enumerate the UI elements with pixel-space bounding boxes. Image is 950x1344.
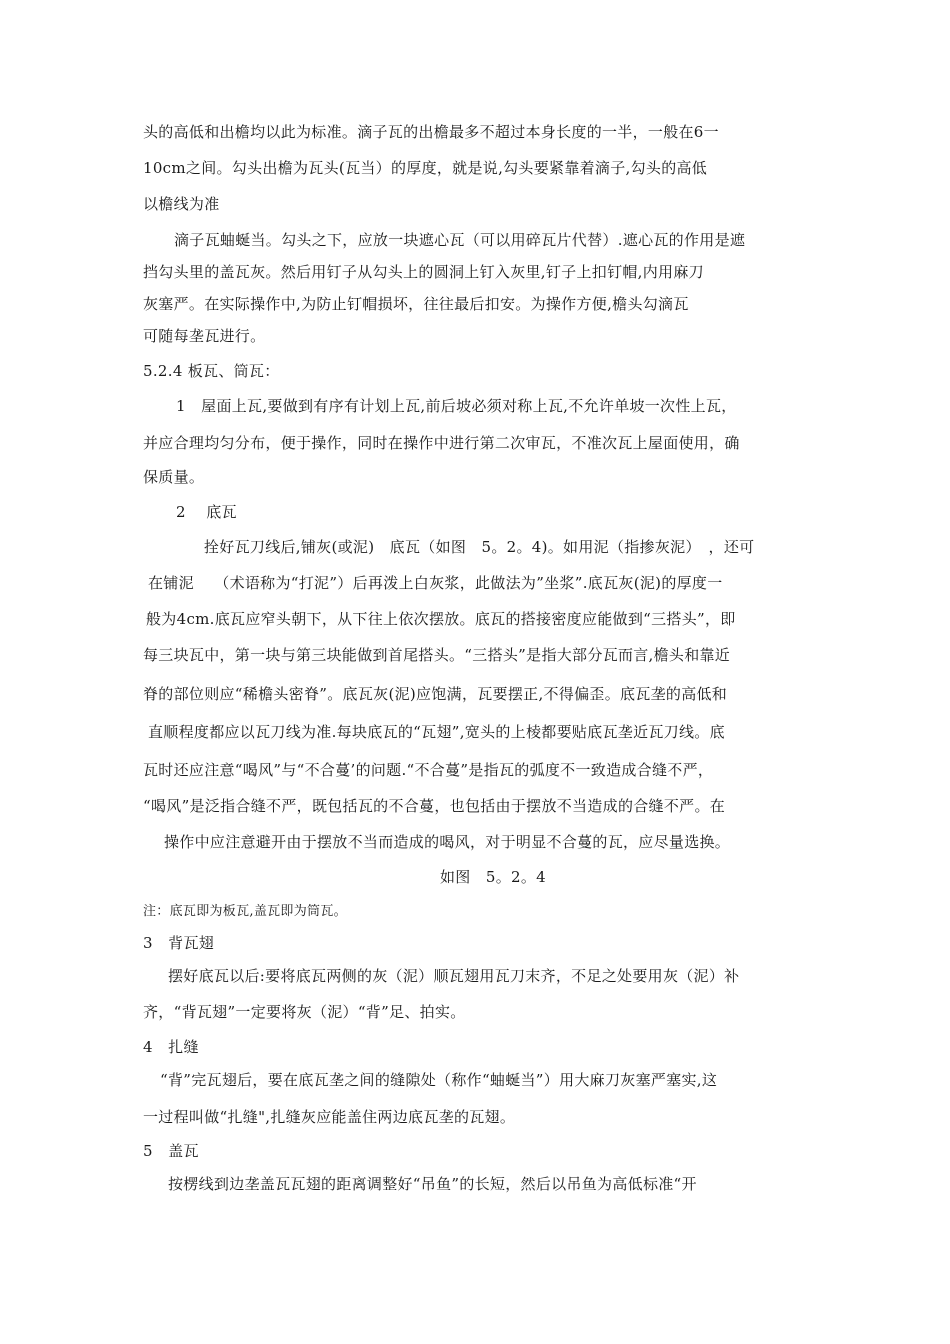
item5-heading: 5 盖瓦 bbox=[143, 1142, 199, 1160]
p1-line-3: 以檐线为准 bbox=[143, 195, 220, 213]
footnote: 注：底瓦即为板瓦,盖瓦即为筒瓦。 bbox=[143, 904, 347, 919]
item2-line-9: 操作中应注意避开由于摆放不当而造成的喝风，对于明显不合蔓的瓦，应尽量选换。 bbox=[164, 833, 731, 851]
p1-line-1: 头的高低和出檐均以此为标准。滴子瓦的出檐最多不超过本身长度的一半，一般在6一 bbox=[143, 123, 719, 141]
p2-line-3: 灰塞严。在实际操作中,为防止钉帽损坏，往往最后扣安。为操作方便,檐头勾滴瓦 bbox=[143, 295, 689, 313]
item1-line-3: 保质量。 bbox=[143, 468, 205, 486]
item2-line-4: 每三块瓦中，第一块与第三块能做到首尾搭头。“三搭头”是指大部分瓦而言,檐头和靠近 bbox=[143, 646, 731, 664]
p2-line-2: 挡勾头里的盖瓦灰。然后用钉子从勾头上的圆洞上钉入灰里,钉子上扣钉帽,内用麻刀 bbox=[143, 263, 704, 281]
item1-line-2: 并应合理均匀分布，便于操作，同时在操作中进行第二次审瓦，不准次瓦上屋面使用，确 bbox=[143, 434, 740, 452]
p2-line-1: 滴子瓦蚰蜒当。勾头之下，应放一块遮心瓦（可以用碎瓦片代替）.遮心瓦的作用是遮 bbox=[174, 231, 746, 249]
figure-caption: 如图 5。2。4 bbox=[440, 868, 547, 886]
item3-line-1: 摆好底瓦以后:要将底瓦两侧的灰（泥）顺瓦翅用瓦刀末齐，不足之处要用灰（泥）补 bbox=[168, 967, 740, 985]
item3-line-2: 齐，“背瓦翅”一定要将灰（泥）“背”足、拍实。 bbox=[143, 1003, 466, 1021]
item4-line-1: “背”完瓦翅后，要在底瓦垄之间的缝隙处（称作“蚰蜒当”）用大麻刀灰塞严塞实,这 bbox=[160, 1071, 718, 1089]
item2-line-8: “喝风”是泛指合缝不严，既包括瓦的不合蔓，也包括由于摆放不当造成的合缝不严。在 bbox=[143, 797, 726, 815]
item2-line-7: 瓦时还应注意“喝风”与“不合蔓’的问题.“不合蔓”是指瓦的弧度不一致造成合缝不严， bbox=[143, 761, 714, 779]
p1-line-2: 10cm之间。勾头出檐为瓦头(瓦当）的厚度，就是说,勾头要紧靠着滴子,勾头的高低 bbox=[143, 159, 708, 177]
item1-line-1: 1 屋面上瓦,要做到有序有计划上瓦,前后坡必须对称上瓦,不允许单坡一次性上瓦， bbox=[176, 397, 737, 415]
item2-line-5: 脊的部位则应“稀檐头密脊”。底瓦灰(泥)应饱满，瓦要摆正,不得偏歪。底瓦垄的高低和 bbox=[143, 685, 728, 703]
item2-line-6: 直顺程度都应以瓦刀线为准.每块底瓦的“瓦翅”,宽头的上棱都要贴底瓦垄近瓦刀线。底 bbox=[148, 723, 725, 741]
item2-line-3: 般为4cm.底瓦应窄头朝下，从下往上依次摆放。底瓦的搭接密度应能做到“三搭头”，即 bbox=[146, 610, 736, 628]
item4-line-2: 一过程叫做“扎缝",扎缝灰应能盖住两边底瓦垄的瓦翅。 bbox=[143, 1108, 516, 1126]
item5-line-1: 按楞线到边垄盖瓦瓦翅的距离调整好“吊鱼”的长短，然后以吊鱼为高低标准“开 bbox=[168, 1175, 697, 1193]
p2-line-4: 可随每垄瓦进行。 bbox=[143, 327, 266, 345]
item3-heading: 3 背瓦翅 bbox=[143, 934, 215, 952]
section-heading: 5.2.4 板瓦、筒瓦： bbox=[143, 362, 280, 380]
item2-heading: 2 底瓦 bbox=[176, 503, 237, 521]
item4-heading: 4 扎缝 bbox=[143, 1038, 199, 1056]
item2-line-2: 在铺泥 （术语称为“打泥”）后再泼上白灰浆，此做法为”坐浆”.底瓦灰(泥)的厚度一 bbox=[148, 574, 723, 592]
item2-line-1: 拴好瓦刀线后,铺灰(或泥) 底瓦（如图 5。2。4)。如用泥（指掺灰泥） ，还可 bbox=[204, 538, 755, 556]
